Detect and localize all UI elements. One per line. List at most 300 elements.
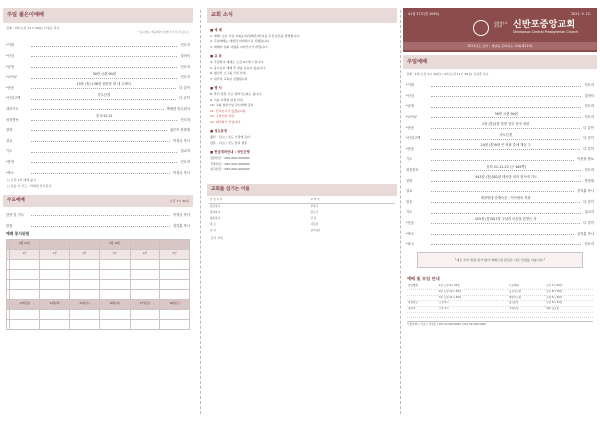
servants-table — [209, 198, 395, 235]
order-leader-name: 인도자 — [180, 159, 190, 164]
servants-cell: 장 로 — [210, 223, 216, 227]
duty-cell — [99, 279, 130, 289]
order-row — [403, 183, 597, 194]
order-row — [403, 215, 597, 226]
duty-cell — [70, 319, 100, 329]
duty-cell — [99, 309, 130, 319]
order-row — [3, 48, 193, 59]
order-label: 설교 — [406, 189, 413, 194]
order-leader — [31, 226, 170, 227]
duty-row — [7, 279, 190, 289]
order-row — [403, 152, 597, 163]
order-row — [403, 162, 597, 173]
church-name: 신반포중앙교회 — [513, 20, 576, 30]
schedule-cell: 오후 7시 30분 — [545, 284, 593, 290]
order-leader — [31, 92, 176, 100]
news-item: 7. 새가족 교육이 진행됩니다. — [210, 76, 249, 81]
duty-row — [7, 269, 190, 279]
order-row — [3, 218, 193, 229]
duty-cell — [160, 319, 190, 329]
duty-cell — [130, 319, 160, 329]
order-leader-name: 다 같이 — [583, 146, 594, 151]
duty-cell: 13일(월) — [9, 299, 40, 309]
servants-cell: 사무장 — [310, 223, 319, 227]
sunday-service-order — [403, 77, 597, 247]
duty-cell — [40, 309, 70, 319]
order-leader-name: 젊은이 찬양대 — [169, 128, 190, 133]
schedule-cell: 오후 2시 — [438, 306, 503, 312]
duty-cell — [70, 239, 100, 249]
schedule-cell: 수요예배 — [508, 284, 545, 290]
order-row — [3, 91, 193, 102]
schedule-cell — [438, 312, 503, 318]
young-service-title: 주일 젊은이예배 — [7, 12, 44, 18]
order-leader-name: 이정규 목사 — [173, 170, 190, 175]
order-label: 찬양 — [406, 178, 413, 183]
servants-cell: 담임목사 — [210, 210, 221, 214]
duty-cell — [160, 269, 190, 279]
order-label: *신앙 — [6, 54, 15, 59]
duty-cell: 9월 19일 — [99, 239, 130, 249]
news-item: 8. 추석 연휴 기간 새벽기도회는 쉽니다. — [210, 92, 263, 97]
duty-row — [7, 299, 190, 309]
sunday-service-title: 주일예배 — [407, 59, 428, 65]
schedule-cell: 2부 오전 11시 30분 — [438, 290, 503, 296]
servants-cell: 관리집사 — [310, 229, 321, 233]
news-group — [210, 150, 394, 171]
order-label: 기도 — [406, 157, 413, 162]
duty-cell — [130, 309, 160, 319]
duty-row — [7, 319, 190, 329]
schedule-cell: 3부 오전 11시 50분 — [438, 295, 503, 301]
order-label: 설교 — [6, 138, 13, 143]
young-service-footer — [3, 178, 193, 189]
duty-table-title: 예배 봉사위원 — [6, 231, 30, 237]
order-row — [403, 130, 597, 141]
order-leader — [31, 114, 177, 121]
order-detail: 사도신경 — [97, 92, 111, 97]
duty-row — [7, 289, 190, 299]
duty-cell — [70, 279, 100, 289]
wednesday-service-time: 오후 7시 30분 — [169, 199, 189, 204]
order-leader — [431, 86, 581, 87]
order-row — [3, 207, 193, 218]
news-item: 출산 : 김○○ 성도 가정에 득녀 — [210, 135, 250, 140]
order-leader — [31, 215, 170, 216]
news-item: 4. 주일학교 예배는 오전 9시에 드립니다. — [210, 60, 264, 65]
order-leader — [431, 234, 574, 235]
order-label: 기도 — [406, 210, 413, 215]
duty-cell: 2부 — [130, 249, 160, 259]
servants-row — [209, 229, 395, 235]
order-leader — [431, 122, 580, 129]
order-detail: 30번 시편 90편 — [92, 71, 116, 76]
news-item: 건축헌금 : 000-000-000000 — [210, 161, 250, 166]
order-leader-name: 다 같이 — [583, 199, 594, 204]
order-leader-name: 이종성 장로 — [577, 157, 594, 162]
order-leader-name: 인도자 — [180, 117, 190, 122]
issue-number: 41권 37호(통 2092) — [408, 12, 440, 16]
news-item: 9. 가을 사경회 일정 안내 — [210, 97, 243, 102]
order-leader — [431, 244, 581, 245]
duty-row — [7, 259, 190, 269]
order-leader — [31, 141, 170, 142]
schedule-cell: 오전 9시 — [438, 301, 503, 307]
order-label: *기원 — [406, 83, 415, 88]
duty-cell — [160, 279, 190, 289]
order-leader-name: 인도자 — [584, 242, 594, 247]
schedule-cell: 중고등부 — [508, 301, 545, 307]
order-leader-name: 인도자 — [584, 115, 594, 120]
order-leader — [31, 56, 177, 57]
schedule-row — [407, 312, 593, 318]
news-group-title: ■ 행 사 — [210, 86, 222, 91]
church-address: 서울특별시 서초구 잠원동 | TEL 02-000-0000 | FAX 02-000-0000 — [407, 321, 593, 327]
order-row — [403, 236, 597, 247]
duty-cell — [70, 269, 100, 279]
order-detail: 새찬양대 강해숙순 : 이사랑의 족장 — [480, 196, 531, 201]
order-row — [403, 141, 597, 152]
duty-cell: 16일(목) — [99, 299, 130, 309]
church-english-name: Shinbanpo Central Presbyterian Church — [513, 30, 579, 34]
order-leader-name: 일어서 — [584, 93, 594, 98]
servants-cell: 권 사 — [210, 229, 216, 233]
fold-divider — [200, 10, 201, 414]
order-label: 찬양 — [6, 128, 13, 133]
servants-cell: 간 사 — [310, 216, 317, 220]
news-footer: 문서 사역 — [211, 235, 223, 240]
order-row — [3, 165, 193, 176]
order-leader — [431, 160, 574, 161]
schedule-table — [407, 284, 593, 318]
news-group — [210, 54, 394, 81]
masthead — [403, 8, 597, 52]
order-leader-name: 인도자 — [180, 75, 190, 80]
duty-cell: 17일(금) — [130, 299, 160, 309]
order-leader — [31, 173, 170, 174]
duty-cell — [160, 309, 190, 319]
order-leader-name: 인도자 — [584, 168, 594, 172]
duty-cell: 1부 — [9, 249, 40, 259]
order-label: *신앙 — [406, 93, 415, 98]
order-label: 찬송 — [406, 199, 413, 204]
schedule-cell — [545, 312, 593, 318]
order-label: *신앙고백 — [406, 136, 421, 141]
yearly-motto: 2021년도 표어 : 새날을 준비하는 교회(계21:5) — [403, 42, 597, 50]
duty-cell — [70, 259, 100, 269]
news-item: 12. 구역모임 안내 — [210, 114, 235, 119]
news-group — [210, 28, 394, 49]
news-item: 6. 청년부 소그룹 모임 안내 — [210, 71, 246, 76]
duty-cell — [40, 289, 70, 299]
standing-note: * 표시에는 회중께서 일어나서 서 주십시오. — [137, 30, 190, 35]
order-row — [3, 69, 193, 80]
news-item: 5. 중고등부 예배 후 말씀 나눔이 있습니다. — [210, 65, 266, 70]
sunday-service-officiant: 집례 : 1부(오전 9시 30분) / 2부(오전 11시 30분) 강지훈 목사 — [406, 72, 489, 76]
order-label: *축도 — [6, 170, 15, 175]
young-service-order — [3, 38, 193, 176]
servants-cell: 원로목사 — [210, 204, 221, 208]
order-leader — [431, 191, 574, 192]
order-row — [3, 101, 193, 112]
servants-cell — [383, 229, 395, 235]
order-leader-name: 다 같이 — [583, 220, 594, 225]
news-group-title: ■ 헌금계좌안내 : 국민은행 — [210, 150, 250, 155]
order-leader-name: 강지훈 목사 — [577, 231, 594, 236]
order-label: 기도 — [6, 149, 13, 154]
news-item: 선교헌금 : 000-000-000000 — [210, 167, 250, 172]
order-label: *교독문 — [6, 75, 18, 80]
schedule-cell: 새벽기도회 — [508, 295, 545, 301]
order-label: 성경봉독 — [406, 168, 419, 172]
order-leader-name: 인도자 — [180, 64, 190, 69]
news-item: 3. 예배자 유의 사항을 지켜주시기 바랍니다. — [210, 44, 268, 49]
church-logo-icon — [473, 20, 489, 36]
servants-header-cell: 교 역 자 — [310, 198, 383, 204]
order-label: 말씀 — [6, 223, 13, 228]
order-row — [3, 112, 193, 123]
duty-cell — [99, 319, 130, 329]
order-leader-name: 이정규 목사 — [173, 212, 190, 217]
duty-cell — [40, 279, 70, 289]
order-label: 성경봉독 — [6, 117, 19, 122]
duty-cell — [70, 309, 100, 319]
order-leader-name: 인도자 — [584, 83, 594, 88]
schedule-cell: 오전 5시 30분 — [545, 295, 593, 301]
order-leader — [431, 96, 581, 97]
news-item: 1. 예배: 오늘 주일 교회공지(정해진)에 저를 우선 분들을 환영합니다. — [210, 33, 301, 38]
duty-cell — [9, 289, 40, 299]
schedule-cell: 구역모임 — [508, 306, 545, 312]
order-detail: 30번 시편 90편 — [494, 111, 518, 116]
servants-cell: 협동목사 — [210, 216, 221, 220]
order-detail: 15장 (통) 138장 찬란한 왕 내 주께서 — [76, 82, 131, 87]
order-leader-name: 인도자 — [180, 43, 190, 48]
order-leader — [431, 213, 581, 214]
duty-cell — [40, 239, 70, 249]
order-row — [403, 99, 597, 110]
schedule-cell — [508, 312, 545, 318]
order-leader — [31, 162, 177, 163]
schedule-cell: 매주 금요일 — [545, 306, 593, 312]
order-row — [3, 80, 193, 91]
order-detail: 삼하 21:12-23 (구 465쪽) — [486, 164, 527, 169]
order-row — [3, 38, 193, 49]
news-item: 10. 교회 창립기념 감사예배 준비 — [210, 103, 254, 108]
servants-cell: 전도사 — [310, 210, 319, 214]
young-adult-service-column — [3, 8, 193, 418]
order-leader-name: 박세현 안수집사 — [166, 107, 190, 112]
verse-box: "새로 주어 말씀 앞가 없이 예배드린 분들은 사로 안내를 나눕니다." — [417, 252, 583, 268]
duty-cell — [40, 259, 70, 269]
duty-cell: 15일(수) — [70, 299, 100, 309]
schedule-cell: 주일학교 — [407, 301, 438, 307]
order-leader — [31, 46, 177, 47]
order-label: *찬송 — [406, 125, 415, 130]
duty-cell: 18일(토) — [160, 299, 190, 309]
news-item: 일반헌금 : 000-000-000000 — [210, 156, 250, 161]
fold-divider — [400, 10, 401, 414]
order-leader-name: 다 같이 — [179, 96, 190, 101]
duty-cell — [40, 269, 70, 279]
order-leader — [31, 130, 167, 131]
wednesday-service-title: 수요예배 — [7, 198, 25, 204]
duty-cell — [99, 259, 130, 269]
order-leader-name: 다 같이 — [179, 85, 190, 90]
duty-cell — [9, 309, 40, 319]
duty-cell: 1부 — [99, 249, 130, 259]
order-leader-name: 설교자 — [180, 149, 190, 154]
order-label: *신앙고백 — [6, 96, 21, 101]
order-label: *찬송 — [406, 146, 415, 151]
order-leader — [31, 109, 164, 110]
schedule-cell — [407, 312, 438, 318]
order-leader — [431, 164, 581, 171]
schedule-cell: 오후 8시 30분 — [545, 290, 593, 296]
servants-header-cell: 담 임 목 사 — [209, 198, 297, 204]
order-row — [403, 88, 597, 99]
schedule-cell: 1부 오전 9시 30분 — [438, 284, 503, 290]
duty-row — [7, 249, 190, 259]
order-row — [403, 173, 597, 184]
order-detail: 사도신경 — [499, 132, 513, 137]
order-label: 찬양 및 기도 — [6, 212, 25, 217]
schedule-cell: 청년부 — [407, 306, 438, 312]
order-label: *송영 — [6, 64, 15, 69]
order-label: *교독문 — [406, 115, 418, 120]
order-row — [403, 226, 597, 237]
duty-cell: 9월 12일 — [9, 239, 40, 249]
order-row — [403, 120, 597, 131]
order-detail: 445장 (통)502장 태산을 넘어 험곡에 가도 — [475, 175, 538, 180]
duty-cell — [99, 289, 130, 299]
news-group — [210, 129, 394, 145]
order-leader-name: 다 같이 — [583, 136, 594, 141]
order-leader — [431, 111, 581, 118]
duty-cell — [9, 319, 40, 329]
duty-cell — [9, 269, 40, 279]
order-detail: 455장 (통)507장 주님의 마음을 본받는 자 — [474, 217, 537, 222]
duty-cell — [130, 259, 160, 269]
duty-table — [6, 239, 190, 330]
order-label: *송영 — [406, 104, 415, 109]
duty-cell — [160, 289, 190, 299]
duty-cell — [70, 289, 100, 299]
order-leader — [431, 132, 580, 140]
schedule-title — [407, 277, 593, 282]
issue-date: 2021. 9. 12. — [571, 12, 591, 16]
order-row — [3, 154, 193, 165]
order-leader — [431, 107, 581, 108]
order-leader-name: 인도자 — [584, 104, 594, 109]
news-item: 11. 선교보고가 있겠습니다. — [210, 108, 247, 113]
news-item: 결혼 : 이○○ 성도 장녀 결혼 — [210, 140, 248, 145]
order-leader — [31, 82, 176, 89]
order-leader — [31, 67, 177, 68]
duty-cell: 3부 — [70, 249, 100, 259]
order-row — [403, 77, 597, 88]
news-group-title: ■ 교 육 — [210, 54, 222, 59]
order-leader-name: 이정규 목사 — [173, 138, 190, 143]
church-news-column — [207, 8, 397, 418]
duty-cell — [9, 259, 40, 269]
order-leader — [31, 71, 177, 79]
order-leader-name: 설교자 — [584, 210, 594, 215]
schedule-cell: 주일예배 — [407, 284, 438, 290]
news-item: 13. 제직회가 모입니다. — [210, 119, 241, 124]
order-detail: 2장 (통)2장 찬양 성부 성자 성령 — [482, 122, 530, 127]
servants-cell: 부목사 — [310, 204, 319, 208]
servants-cell — [297, 229, 309, 235]
order-row — [3, 122, 193, 133]
order-leader — [31, 152, 177, 153]
order-leader — [431, 217, 580, 224]
order-leader — [431, 175, 581, 182]
young-service-officiant: 집례 : 3부(오전 11시 50분) 이정규 목사 — [6, 26, 60, 30]
duty-cell — [99, 269, 130, 279]
servants-header — [207, 184, 397, 196]
wednesday-service-order — [3, 207, 193, 228]
order-row — [3, 133, 193, 144]
duty-cell: 3부 — [160, 249, 190, 259]
duty-cell: 2부 — [40, 249, 70, 259]
order-leader-name: 강지훈 목사 — [173, 223, 190, 228]
order-leader-name: 강지훈 목사 — [577, 189, 594, 194]
young-service-header — [3, 8, 193, 23]
order-leader-name: 찬양대 — [584, 178, 594, 183]
sunday-service-header — [403, 55, 597, 69]
duty-cell — [9, 279, 40, 289]
servants-title: 교회를 섬기는 이들 — [211, 186, 250, 192]
order-leader-name: 일어서 — [180, 54, 190, 59]
order-row — [3, 144, 193, 155]
order-leader — [431, 143, 580, 150]
wednesday-service-header — [3, 195, 193, 207]
denomination: 대한예수교 장로회 — [494, 21, 508, 29]
duty-cell — [130, 289, 160, 299]
order-detail: 창 3:15-21 — [95, 114, 113, 119]
order-row — [3, 59, 193, 70]
order-detail: 24장 (통)9장 큰 영광 중에 계신 주 — [480, 143, 531, 148]
schedule-cell: 오전 9시 30분 — [545, 301, 593, 307]
news-group-title: ■ 예 배 — [210, 28, 222, 32]
schedule-cell: 금요기도회 — [508, 290, 545, 296]
news-group-title: ■ 성도동정 — [210, 129, 228, 134]
news-item: 2. 주일예배는 대면과 비대면으로 진행됩니다. — [210, 39, 270, 44]
cover-column — [403, 8, 597, 418]
duty-cell — [40, 319, 70, 329]
duty-cell — [130, 279, 160, 289]
order-label: *찬송 — [6, 85, 15, 90]
order-label: *봉헌 — [6, 159, 15, 164]
order-row — [403, 109, 597, 120]
order-label: 대표기도 — [6, 107, 19, 112]
order-label: *축도 — [406, 231, 415, 236]
duty-cell — [160, 259, 190, 269]
schedule-title-text: 예배 및 모임 안내 — [407, 276, 440, 282]
duty-cell — [160, 239, 190, 249]
order-row — [403, 205, 597, 216]
order-label: *기원 — [6, 43, 15, 48]
duty-row — [7, 309, 190, 319]
footer-line: □ 다음 주 기도 : 박세현 안수집사 — [7, 183, 52, 188]
news-header — [207, 8, 397, 23]
news-group — [210, 86, 394, 124]
order-label: *광고 — [406, 242, 415, 247]
duty-cell — [130, 239, 160, 249]
order-leader-name: 다 같이 — [583, 125, 594, 130]
order-leader — [431, 196, 580, 203]
